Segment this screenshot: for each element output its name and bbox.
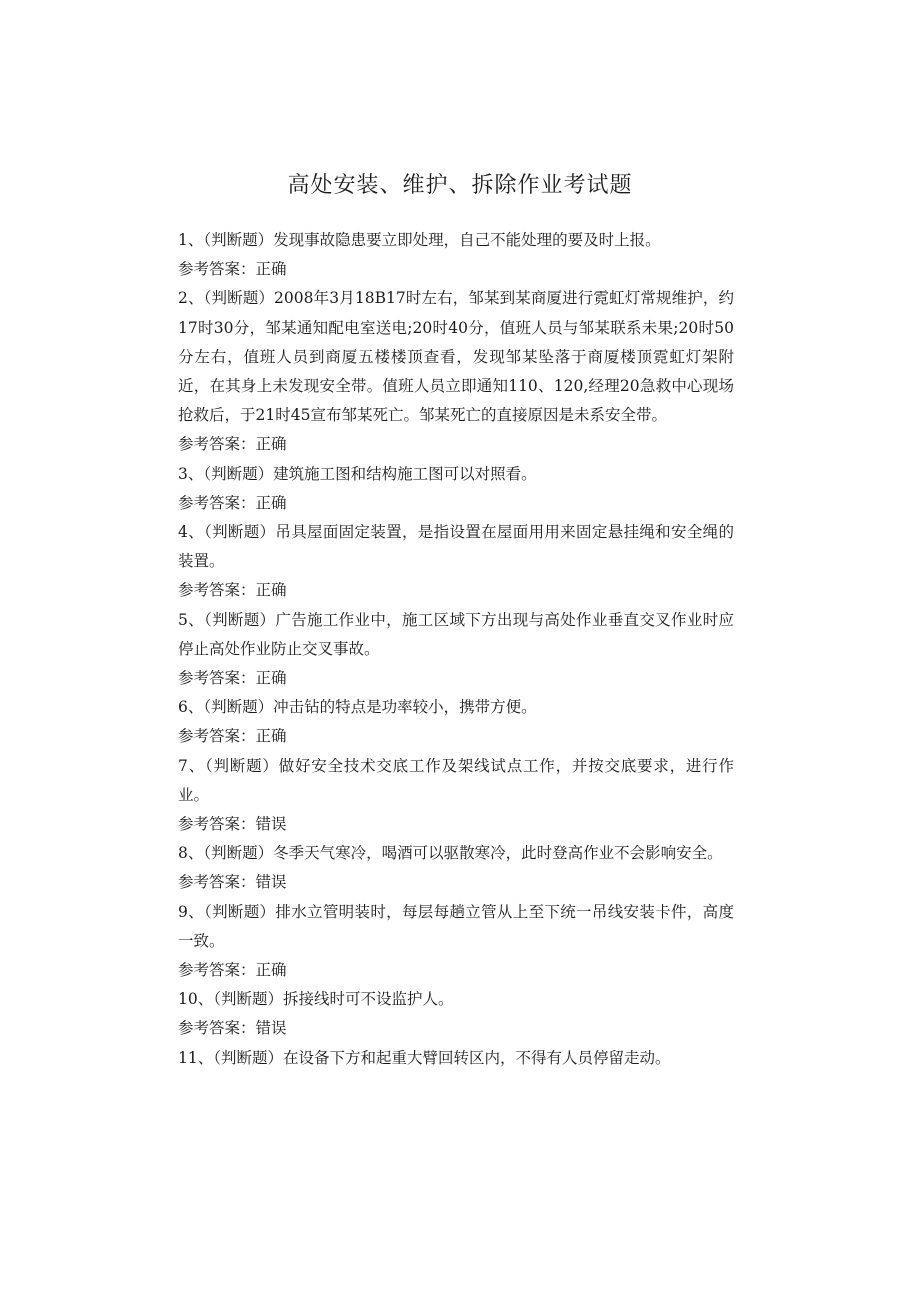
question-item-2	[178, 284, 734, 459]
answer-value: 正确	[255, 493, 287, 512]
question-item-3	[178, 460, 734, 518]
answer-value: 正确	[255, 669, 287, 688]
question-text: 3、（判断题）建筑施工图和结构施工图可以对照看。	[178, 464, 537, 483]
answer-line: 参考答案：错误	[178, 815, 287, 834]
answer-value: 错误	[255, 873, 287, 892]
question-text: 2、（判断题）2008年3月18B17时左右，邹某到某商厦进行霓虹灯常规维护，约17时30分，邹某通知配电室送电;20时40分，值班人员与邹某联系未果;20时50分左右，值班人员到商厦五楼楼顶查看，发现邹某坠落于商厦楼顶霓虹灯架附近，在其身上未发现安全带。值班人员立即通知110、120,经理20急救中心现场抢救后，于21时45宣布邹某死亡。邹某死亡的直接原因是未系安全带。	[178, 289, 734, 425]
answer-line: 参考答案：正确	[178, 961, 287, 980]
answer-value: 错误	[255, 1019, 287, 1038]
question-item-5	[178, 606, 734, 694]
answer-line: 参考答案：错误	[178, 873, 287, 892]
question-text: 5、（判断题）广告施工作业中，施工区域下方出现与高处作业垂直交叉作业时应停止高处作业防止交叉事故。	[178, 610, 734, 658]
question-item-1	[178, 226, 734, 284]
answer-value: 正确	[255, 961, 287, 980]
answer-line: 参考答案：正确	[178, 435, 287, 454]
answer-line: 参考答案：正确	[178, 669, 287, 688]
answer-value: 错误	[255, 815, 287, 834]
question-text: 4、（判断题）吊具屋面固定装置，是指设置在屋面用用来固定悬挂绳和安全绳的装置。	[178, 523, 734, 571]
question-item-11	[178, 1044, 734, 1073]
question-item-6	[178, 693, 734, 751]
question-item-7	[178, 752, 734, 840]
question-text: 6、（判断题）冲击钻的特点是功率较小，携带方便。	[178, 698, 537, 717]
question-text: 1、（判断题）发现事故隐患要立即处理，自己不能处理的要及时上报。	[178, 231, 661, 249]
question-text: 8、（判断题）冬季天气寒冷，喝酒可以驱散寒冷，此时登高作业不会影响安全。	[178, 844, 723, 863]
answer-line: 参考答案：正确	[178, 493, 287, 512]
question-item-9	[178, 898, 734, 986]
question-item-4	[178, 518, 734, 606]
answer-line: 参考答案：正确	[178, 581, 287, 600]
question-text: 10、（判断题）拆接线时可不设监护人。	[178, 990, 454, 1009]
question-item-10	[178, 985, 734, 1043]
answer-value: 正确	[255, 727, 287, 746]
answer-value: 正确	[255, 435, 287, 454]
question-text: 9、（判断题）排水立管明装时，每层每趟立管从上至下统一吊线安装卡件，高度一致。	[178, 902, 734, 950]
question-item-8	[178, 839, 734, 897]
answer-line: 参考答案：错误	[178, 1019, 287, 1038]
document-title: 高处安装、维护、拆除作业考试题	[287, 173, 633, 198]
answer-line: 参考答案：正确	[178, 727, 287, 746]
question-text: 7、（判断题）做好安全技术交底工作及架线试点工作，并按交底要求，进行作业。	[178, 756, 734, 804]
question-text: 11、（判断题）在设备下方和起重大臂回转区内，不得有人员停留走动。	[178, 1048, 671, 1067]
answer-value: 正确	[255, 260, 287, 279]
answer-value: 正确	[255, 581, 287, 600]
answer-line: 参考答案：正确	[178, 260, 287, 279]
question-list	[178, 226, 734, 1073]
